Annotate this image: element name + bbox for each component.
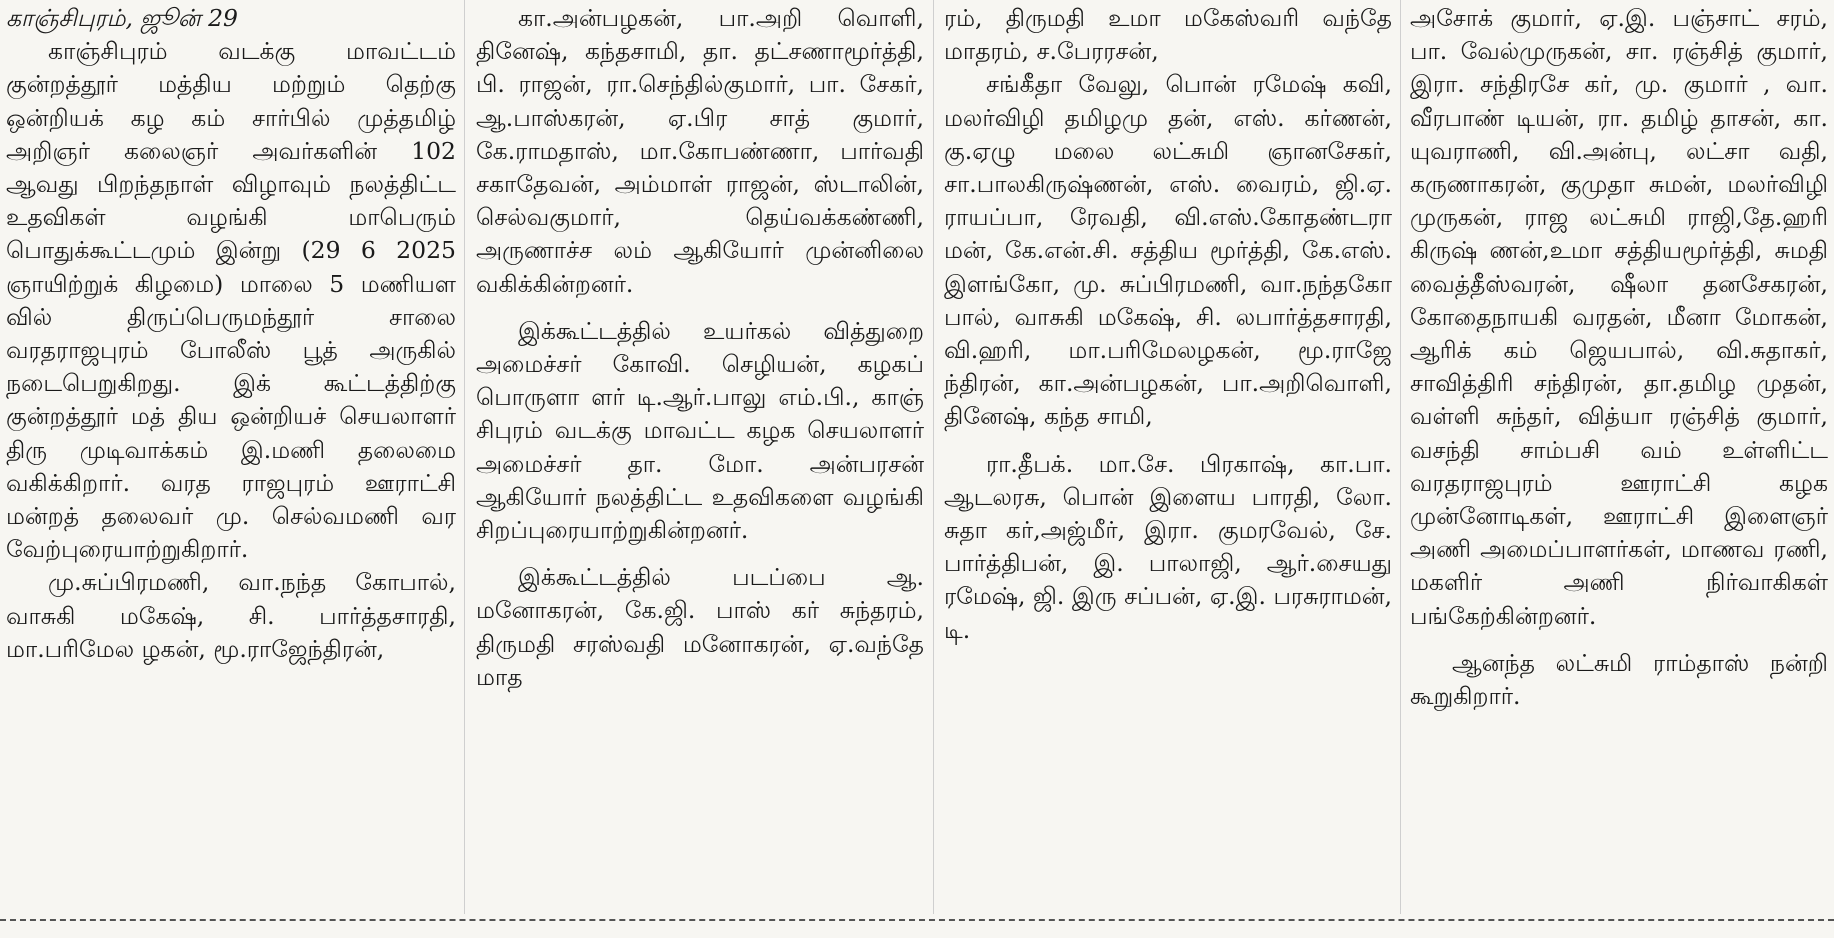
paragraph: கா.அன்பழகன், பா.அறி வொளி, தினேஷ், கந்தசாமி, தா. தட்சணாமூர்த்தி, பி. ராஜன், ரா.செந்தில்குமார், பா. சேகர், ஆ.பாஸ்கரன், ஏ.பிர சாத் குமார், கே.ராமதாஸ், மா.கோபண்ணா, பார்வதி சகாதேவன், அம்மாள் ராஜன், ஸ்டாலின், செல்வகுமார், தெய்வக்கண்ணி, அருணாச்ச லம் ஆகியோர் முன்னிலை வகிக்கின்றனர். <box>476 4 924 298</box>
article-column-4 <box>1410 2 1828 912</box>
column-divider <box>1400 0 1401 914</box>
paragraph: இக்கூட்டத்தில் உயர்கல் வித்துறை அமைச்சர் கோவி. செழியன், கழகப் பொருளா ளர் டி.ஆர்.பாலு எம்.பி., காஞ் சிபுரம் வடக்கு மாவட்ட கழக செயலாளர் அமைச்சர் தா. மோ. அன்பரசன் ஆகியோர் நலத்திட்ட உதவிகளை வழங்கி சிறப்புரையாற்றுகின்றனர். <box>476 316 924 545</box>
paragraph: காஞ்சிபுரம் வடக்கு மாவட்டம் குன்றத்தூர் மத்திய மற்றும் தெற்கு ஒன்றியக் கழ கம் சார்பில் முத்தமிழ் அறிஞர் கலைஞர் அவர்களின் 102 ஆவது பிறந்தநாள் விழாவும் நலத்திட்ட உதவிகள் வழங்கி மாபெரும் பொதுக்கூட்டமும் இன்று (29 6 2025 ஞாயிற்றுக் கிழமை) மாலை 5 மணியள வில் திருப்பெருமந்தூர் சாலை வரதராஜபுரம் போலீஸ் பூத் அருகில் நடைபெறுகிறது. இக் கூட்டத்திற்கு குன்றத்தூர் மத் திய ஒன்றியச் செயலாளர் திரு முடிவாக்கம் இ.மணி தலைமை வகிக்கிறார். வரத ராஜபுரம் ஊராட்சி மன்றத் தலைவர் மு. செல்வமணி வர வேற்புரையாற்றுகிறார். <box>6 37 456 564</box>
paragraph: ஆனந்த லட்சுமி ராம்தாஸ் நன்றி கூறுகிறார். <box>1410 648 1828 711</box>
dateline: காஞ்சிபுரம், ஜூன் 29 <box>6 4 239 32</box>
column-divider <box>464 0 465 914</box>
article-column-2 <box>476 2 924 912</box>
paragraph: ரா.தீபக். மா.சே. பிரகாஷ், கா.பா. ஆடலரசு, பொன் இளைய பாரதி, லோ. சுதா கர்,அஜ்மீர், இரா. குமரவேல், சே. பார்த்திபன், இ. பாலாஜி, ஆர்.சையது ரமேஷ், ஜி. இரு சப்பன், ஏ.இ. பரசுராமன், டி. <box>944 449 1392 644</box>
article-column-3 <box>944 2 1392 912</box>
paragraph: ரம், திருமதி உமா மகேஸ்வரி வந்தே மாதரம், ச.பேரரசன், <box>944 4 1392 66</box>
dashed-separator <box>0 919 1834 921</box>
paragraph: இக்கூட்டத்தில் படப்பை ஆ. மனோகரன், கே.ஜி. பாஸ் கர் சுந்தரம், திருமதி சரஸ்வதி மனோகரன், ஏ.வந்தே மாத <box>476 563 924 691</box>
paragraph: மு.சுப்பிரமணி, வா.நந்த கோபால், வாசுகி மகேஷ், சி. பார்த்தசாரதி, மா.பரிமேல ழகன், மூ.ராஜேந்திரன், <box>6 568 456 663</box>
paragraph: அசோக் குமார், ஏ.இ. பஞ்சாட் சரம், பா. வேல்முருகன், சா. ரஞ்சித் குமார், இரா. சந்திரசே கர், மு. குமார் , வா. வீரபாண் டியன், ரா. தமிழ் தாசன், கா. யுவராணி, வி.அன்பு, லட்சா வதி, கருணாகரன், குமுதா சுமன், மலர்விழி முருகன், ராஜ லட்சுமி ராஜி,தே.ஹரி கிருஷ் ணன்,உமா சத்தியமூர்த்தி, சுமதி வைத்தீஸ்வரன், ஷீலா தனசேகரன், கோதைநாயகி வரதன், மீனா மோகன், ஆரிக் கம் ஜெயபால், வி.சுதாகர், சாவித்திரி சந்திரன், தா.தமிழ முதன், வள்ளி சுந்தர், வித்யா ரஞ்சித் குமார், வசந்தி சாம்பசி வம் உள்ளிட்ட வரதராஜபுரம் ஊராட்சி கழக முன்னோடிகள், ஊராட்சி இளைஞர் அணி அமைப்பாளர்கள், மாணவ ரணி, மகளிர் அணி நிர்வாகிகள் பங்கேற்கின்றனர். <box>1410 4 1828 630</box>
paragraph: சங்கீதா வேலு, பொன் ரமேஷ் கவி, மலர்விழி தமிழமு தன், எஸ். கர்ணன், கு.ஏழு மலை லட்சுமி ஞானசேகர், சா.பாலகிருஷ்ணன், எஸ். வைரம், ஜி.ஏ. ராயப்பா, ரேவதி, வி.எஸ்.கோதண்டரா மன், கே.என்.சி. சத்திய மூர்த்தி, கே.எஸ். இளங்கோ, மு. சுப்பிரமணி, வா.நந்தகோ பால், வாசுகி மகேஷ், சி. லபார்த்தசாரதி, வி.ஹரி, மா.பரிமேலழகன், மூ.ராஜே ந்திரன், கா.அன்பழகன், பா.அறிவொளி, தினேஷ், கந்த சாமி, <box>944 70 1392 431</box>
column-divider <box>933 0 934 914</box>
article-column-1 <box>6 2 456 912</box>
